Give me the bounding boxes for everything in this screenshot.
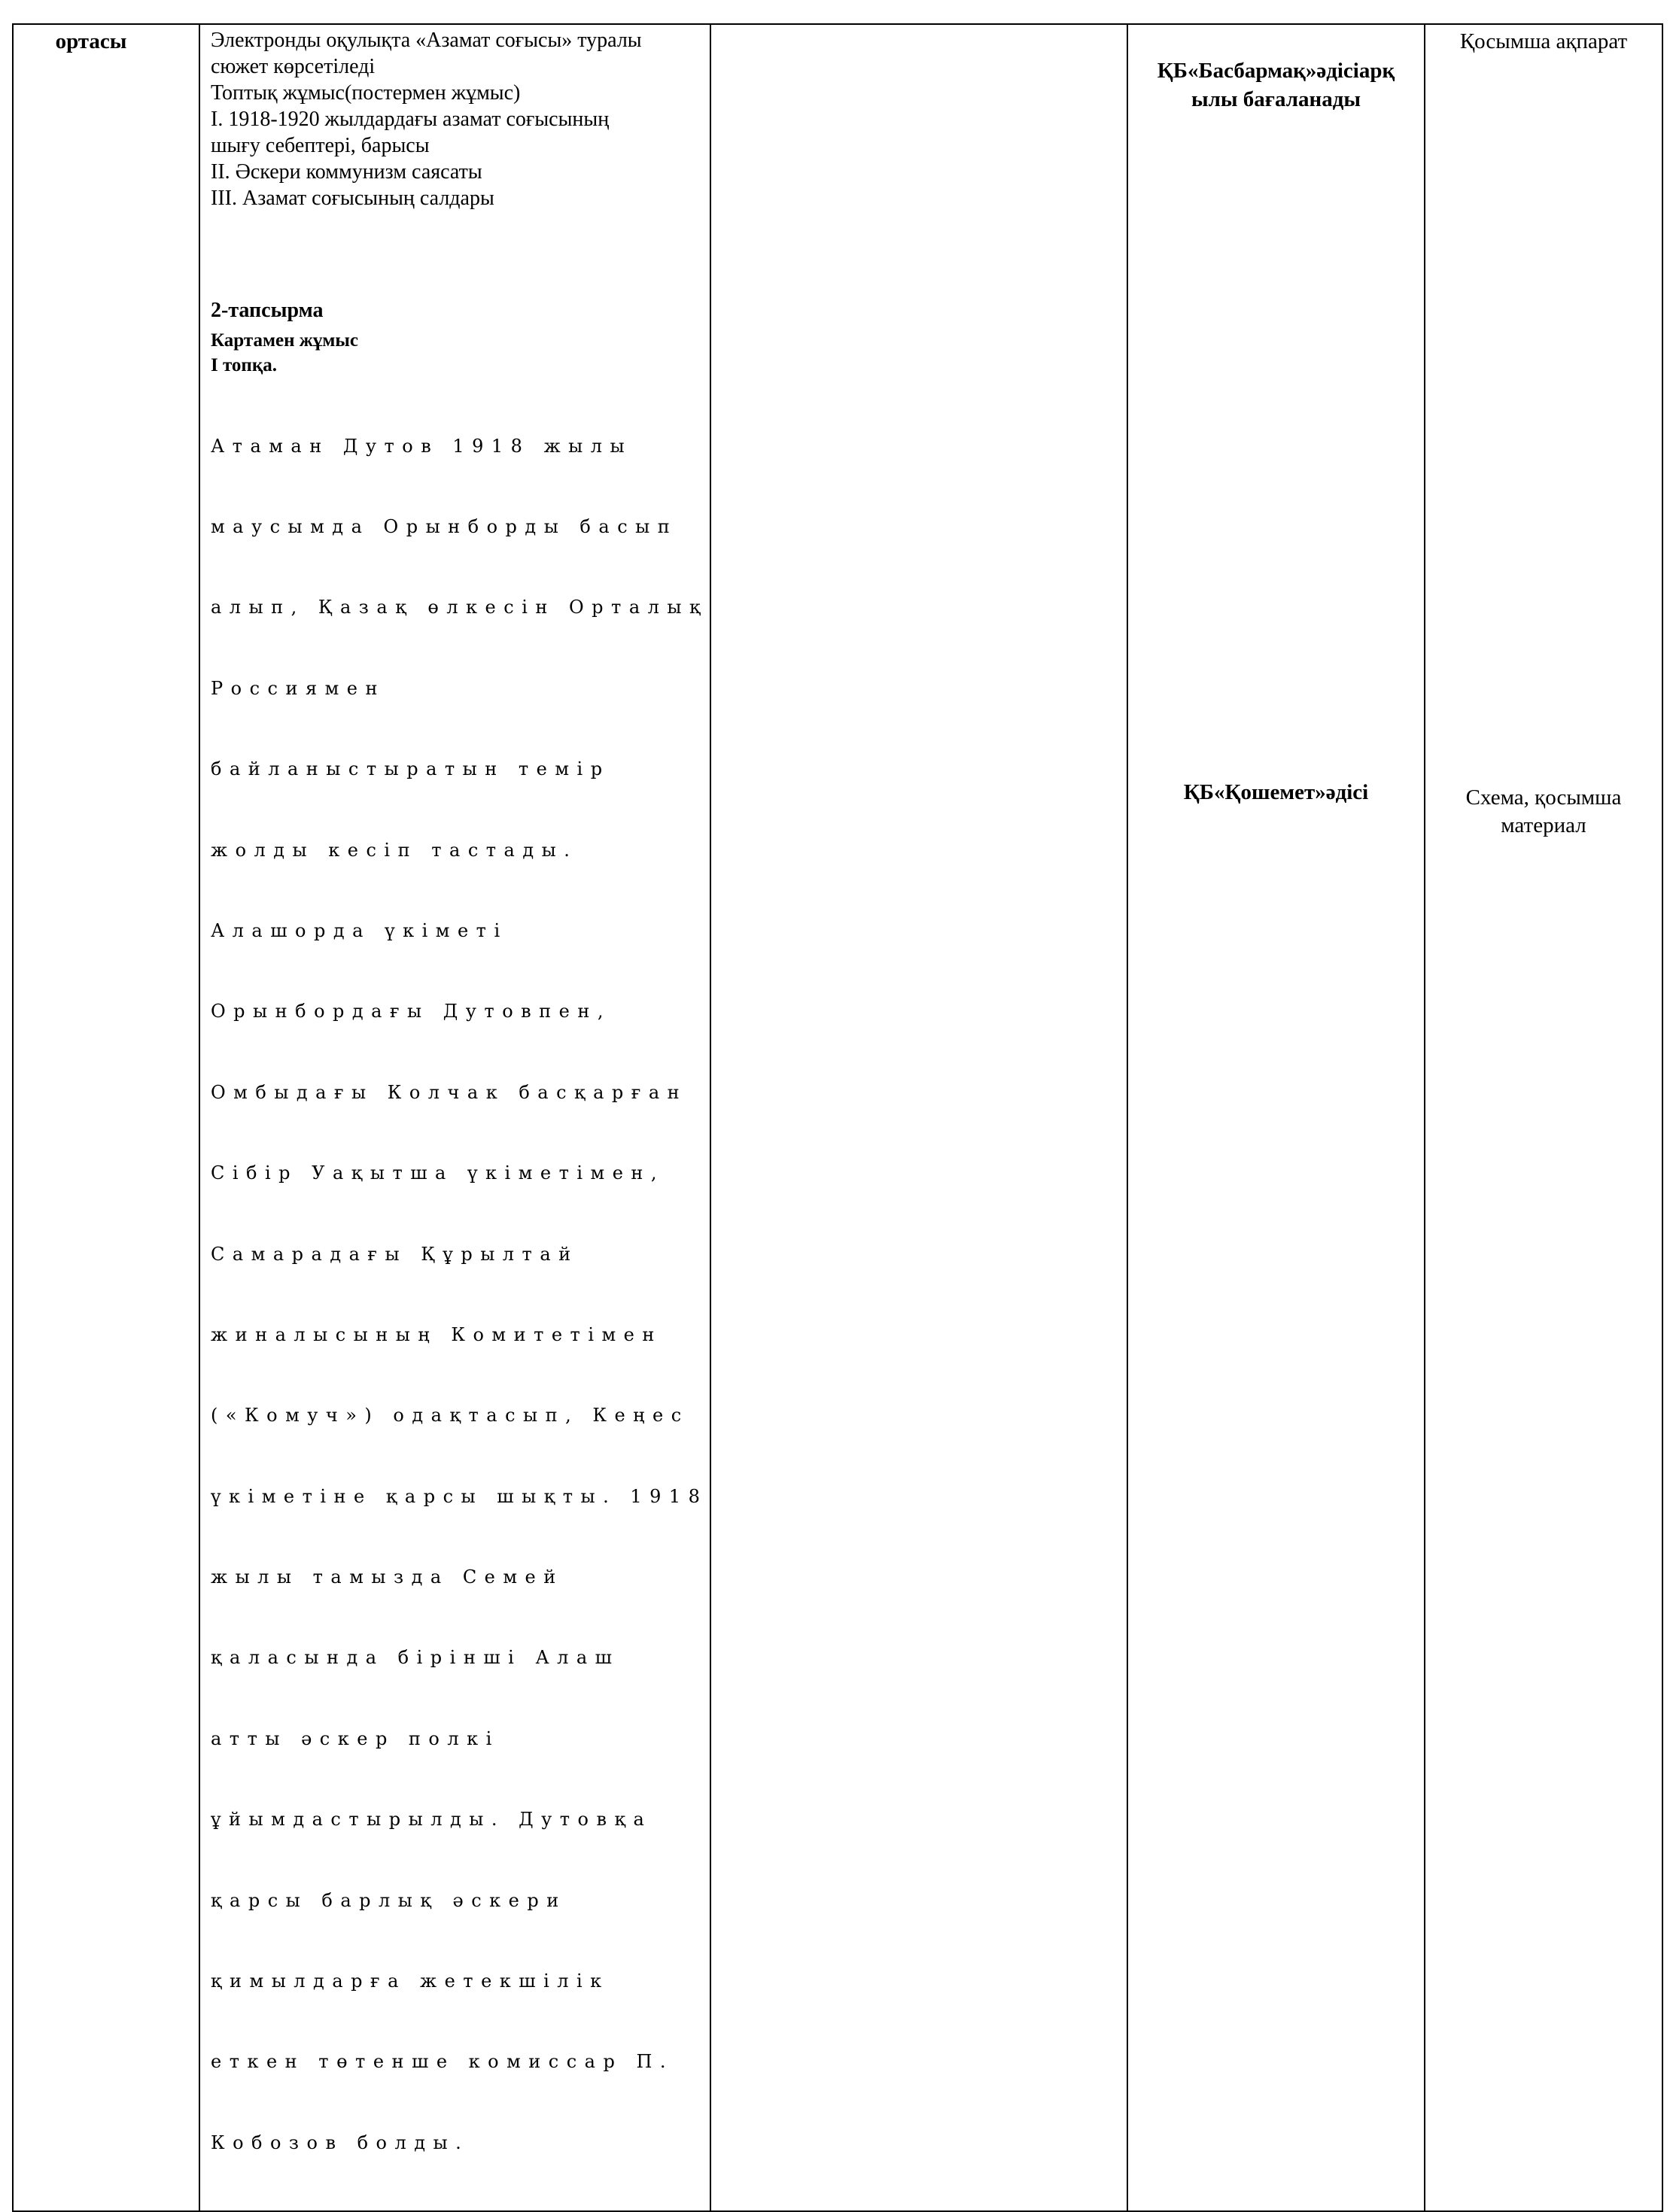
task-text-line: атты әскер полкі [211, 1727, 500, 1749]
task-text-line: қимылдарға жетекшілік [211, 1970, 610, 1992]
resource-scheme [1425, 784, 1662, 840]
intro-line: II. Әскери коммунизм саясаты [211, 160, 482, 184]
task-text-line: жиналысының Комитетімен [211, 1323, 662, 1345]
task-text-line: жылы тамызда Семей [211, 1566, 564, 1588]
intro-line: III. Азамат соғысының салдары [211, 187, 494, 210]
task-text-line: Кобозов болды. [211, 2131, 470, 2153]
subtask-title: Картамен жұмыс [211, 330, 359, 351]
task-text-line: Алашорда үкіметі [211, 919, 508, 941]
assessment-line: ылы бағаланады [1191, 87, 1361, 111]
resource-line: Схема, қосымша [1465, 785, 1622, 810]
task-text-line: («Комуч») одақтасып, Кеңес [211, 1405, 689, 1427]
task-text-line: қарсы барлық әскери [211, 1889, 567, 1911]
content-block [200, 25, 710, 2210]
assessment-method-applause: ҚБ«Қошемет»әдісі [1183, 780, 1369, 804]
table-row [13, 24, 1662, 2211]
resources-cell [1425, 24, 1662, 2211]
intro-line: Электронды оқулықта «Азамат соғысы» туралы [211, 29, 642, 52]
task-text-line: алып, Қазақ өлкесін Орталық [211, 597, 709, 618]
task-title: 2-тапсырма [211, 299, 324, 322]
intro-line: I. 1918-1920 жылдардағы азамат соғысының [211, 108, 610, 131]
group-title: I топқа. [211, 355, 277, 375]
task-text-line: үкіметіне қарсы шықты. 1918 [211, 1485, 708, 1507]
assessment-line: ҚБ«Басбармақ»әдісіарқ [1157, 59, 1395, 83]
task-text-line: Россиямен [211, 677, 385, 699]
task-text-line: қаласында бірінші Алаш [211, 1647, 620, 1669]
resource-extra-info: Қосымша ақпарат [1459, 29, 1628, 53]
task-text-line: Омбыдағы Колчак басқарған [211, 1081, 688, 1103]
task-text-line: Орынбордағы Дутовпен, [211, 1001, 611, 1022]
task-text-line: ұйымдастырылды. Дутовқа [211, 1809, 652, 1831]
task-text-line: Самарадағы Құрылтай [211, 1243, 579, 1265]
content-cell [199, 24, 710, 2211]
stage-cell [13, 24, 199, 2211]
student-actions-cell [710, 24, 1127, 2211]
lesson-plan-table [12, 23, 1663, 2212]
assessment-cell [1127, 24, 1425, 2211]
group-task-text [211, 379, 709, 2210]
assessment-method-thumb [1128, 56, 1424, 114]
task-text-line: байланыстыратын темір [211, 758, 610, 780]
task-text-line: жолды кесіп тастады. [211, 839, 578, 861]
intro-line: шығу себептері, барысы [211, 134, 430, 157]
task-text-line: Атаман Дутов 1918 жылы [211, 435, 633, 457]
task-text-line: еткен төтенше комиссар П. [211, 2051, 674, 2073]
task-text-line: маусымда Орынборды басып [211, 515, 678, 537]
resource-line: материал [1501, 813, 1586, 837]
stage-label: ортасы [55, 29, 127, 53]
intro-line: Топтық жұмыс(постермен жұмыс) [211, 81, 521, 105]
task-text-line: Сібір Уақытша үкіметімен, [211, 1162, 665, 1184]
intro-line: сюжет көрсетіледі [211, 55, 376, 78]
